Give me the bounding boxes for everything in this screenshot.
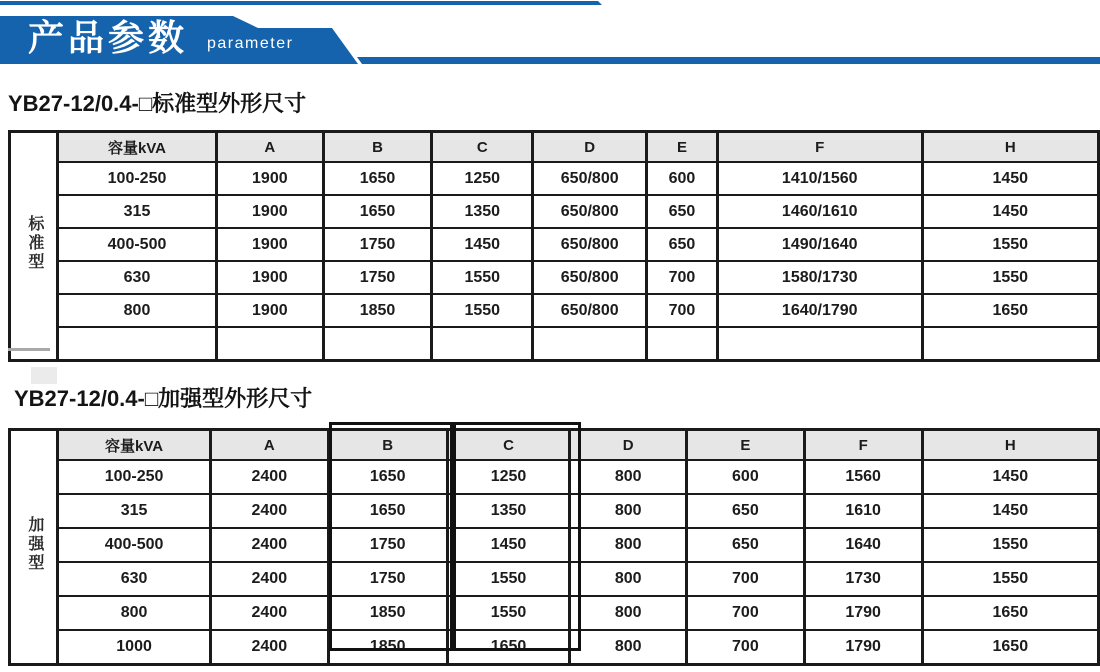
page-subtitle: parameter xyxy=(207,35,294,52)
column-header: B xyxy=(323,132,431,163)
value-cell: 600 xyxy=(647,162,718,195)
table-row xyxy=(10,195,1099,228)
table-row xyxy=(10,294,1099,327)
capacity-cell: 800 xyxy=(58,294,216,327)
column-header: H xyxy=(922,430,1098,461)
table-row xyxy=(10,630,1099,665)
table-row xyxy=(10,528,1099,562)
data-table xyxy=(8,428,1100,666)
value-cell: 2400 xyxy=(210,630,328,665)
value-cell: 1550 xyxy=(447,562,570,596)
value-cell: 650 xyxy=(687,494,805,528)
side-label-text: 标准型 xyxy=(25,215,43,272)
banner-ribbon xyxy=(0,0,1100,70)
value-cell: 1460/1610 xyxy=(717,195,922,228)
value-cell xyxy=(216,327,323,361)
column-header: 容量kVA xyxy=(58,132,216,163)
decoration-line xyxy=(8,348,50,351)
value-cell: 1610 xyxy=(804,494,922,528)
capacity-cell: 400-500 xyxy=(58,228,216,261)
value-cell: 2400 xyxy=(210,562,328,596)
value-cell: 1410/1560 xyxy=(717,162,922,195)
header-row xyxy=(10,430,1099,461)
table-row xyxy=(10,562,1099,596)
value-cell: 1350 xyxy=(432,195,533,228)
table-row xyxy=(10,596,1099,630)
value-cell: 1550 xyxy=(447,596,570,630)
value-cell: 800 xyxy=(570,562,687,596)
value-cell: 1900 xyxy=(216,294,323,327)
value-cell: 1750 xyxy=(328,562,447,596)
column-header: E xyxy=(687,430,805,461)
value-cell: 1650 xyxy=(922,596,1098,630)
capacity-cell: 630 xyxy=(58,261,216,294)
column-header: H xyxy=(922,132,1098,163)
value-cell: 1650 xyxy=(922,294,1098,327)
capacity-cell: 315 xyxy=(58,494,211,528)
table-row xyxy=(10,261,1099,294)
value-cell: 650 xyxy=(647,228,718,261)
value-cell: 800 xyxy=(570,596,687,630)
value-cell: 1580/1730 xyxy=(717,261,922,294)
value-cell: 1550 xyxy=(922,528,1098,562)
column-header: F xyxy=(717,132,922,163)
reinforced-dimensions-table xyxy=(8,428,1100,666)
value-cell: 1450 xyxy=(432,228,533,261)
value-cell: 1900 xyxy=(216,195,323,228)
value-cell xyxy=(432,327,533,361)
value-cell: 650 xyxy=(647,195,718,228)
reinforced-section-title: YB27-12/0.4-□加强型外形尺寸 xyxy=(14,386,313,411)
value-cell xyxy=(922,327,1098,361)
value-cell: 800 xyxy=(570,528,687,562)
value-cell: 700 xyxy=(687,630,805,665)
value-cell: 1650 xyxy=(447,630,570,665)
value-cell: 1550 xyxy=(922,228,1098,261)
value-cell: 1900 xyxy=(216,228,323,261)
value-cell: 1650 xyxy=(922,630,1098,665)
side-label-text: 加强型 xyxy=(25,516,43,573)
value-cell: 1450 xyxy=(922,460,1098,494)
column-header: D xyxy=(533,132,647,163)
value-cell: 2400 xyxy=(210,528,328,562)
value-cell: 700 xyxy=(647,261,718,294)
page-title: 产品参数 xyxy=(28,17,189,58)
column-header: C xyxy=(447,430,570,461)
value-cell: 1900 xyxy=(216,261,323,294)
value-cell xyxy=(323,327,431,361)
value-cell: 650/800 xyxy=(533,162,647,195)
value-cell: 2400 xyxy=(210,596,328,630)
standard-dimensions-table xyxy=(8,130,1100,362)
value-cell: 800 xyxy=(570,630,687,665)
column-header: A xyxy=(216,132,323,163)
value-cell: 1750 xyxy=(323,261,431,294)
table-row xyxy=(10,327,1099,361)
standard-section-title: YB27-12/0.4-□标准型外形尺寸 xyxy=(8,91,307,116)
column-header: F xyxy=(804,430,922,461)
table-row xyxy=(10,460,1099,494)
value-cell: 1850 xyxy=(328,596,447,630)
column-header: D xyxy=(570,430,687,461)
value-cell: 1550 xyxy=(922,562,1098,596)
value-cell: 1550 xyxy=(922,261,1098,294)
value-cell: 650/800 xyxy=(533,294,647,327)
column-header: E xyxy=(647,132,718,163)
value-cell: 1250 xyxy=(447,460,570,494)
value-cell: 1450 xyxy=(447,528,570,562)
value-cell: 1450 xyxy=(922,162,1098,195)
column-header: A xyxy=(210,430,328,461)
value-cell: 1450 xyxy=(922,195,1098,228)
value-cell: 1750 xyxy=(328,528,447,562)
capacity-cell: 630 xyxy=(58,562,211,596)
value-cell: 1550 xyxy=(432,294,533,327)
capacity-cell: 1000 xyxy=(58,630,211,665)
value-cell: 800 xyxy=(570,460,687,494)
value-cell: 1900 xyxy=(216,162,323,195)
value-cell: 700 xyxy=(687,562,805,596)
value-cell: 650/800 xyxy=(533,228,647,261)
capacity-cell: 100-250 xyxy=(58,460,211,494)
column-header: C xyxy=(432,132,533,163)
value-cell: 1450 xyxy=(922,494,1098,528)
table-row xyxy=(10,228,1099,261)
value-cell: 650/800 xyxy=(533,261,647,294)
value-cell: 1790 xyxy=(804,596,922,630)
value-cell: 1850 xyxy=(328,630,447,665)
value-cell: 2400 xyxy=(210,494,328,528)
value-cell: 1730 xyxy=(804,562,922,596)
value-cell: 1650 xyxy=(323,162,431,195)
value-cell: 1790 xyxy=(804,630,922,665)
side-label-cell xyxy=(10,132,58,361)
value-cell: 1640 xyxy=(804,528,922,562)
data-table xyxy=(8,130,1100,362)
value-cell: 1750 xyxy=(323,228,431,261)
table-row xyxy=(10,162,1099,195)
value-cell: 1640/1790 xyxy=(717,294,922,327)
value-cell: 1650 xyxy=(323,195,431,228)
value-cell: 700 xyxy=(647,294,718,327)
value-cell: 1490/1640 xyxy=(717,228,922,261)
value-cell: 1850 xyxy=(323,294,431,327)
value-cell: 600 xyxy=(687,460,805,494)
value-cell: 1250 xyxy=(432,162,533,195)
value-cell: 650 xyxy=(687,528,805,562)
value-cell xyxy=(717,327,922,361)
column-header: B xyxy=(328,430,447,461)
value-cell: 700 xyxy=(687,596,805,630)
side-label-cell xyxy=(10,430,58,665)
value-cell: 1650 xyxy=(328,494,447,528)
capacity-cell: 800 xyxy=(58,596,211,630)
value-cell: 1650 xyxy=(328,460,447,494)
value-cell: 1350 xyxy=(447,494,570,528)
column-header: 容量kVA xyxy=(58,430,211,461)
capacity-cell: 315 xyxy=(58,195,216,228)
capacity-cell: 100-250 xyxy=(58,162,216,195)
value-cell: 650/800 xyxy=(533,195,647,228)
header-row xyxy=(10,132,1099,163)
value-cell: 2400 xyxy=(210,460,328,494)
capacity-cell xyxy=(58,327,216,361)
value-cell xyxy=(533,327,647,361)
value-cell: 1550 xyxy=(432,261,533,294)
value-cell xyxy=(647,327,718,361)
value-cell: 800 xyxy=(570,494,687,528)
capacity-cell: 400-500 xyxy=(58,528,211,562)
table-row xyxy=(10,494,1099,528)
value-cell: 1560 xyxy=(804,460,922,494)
